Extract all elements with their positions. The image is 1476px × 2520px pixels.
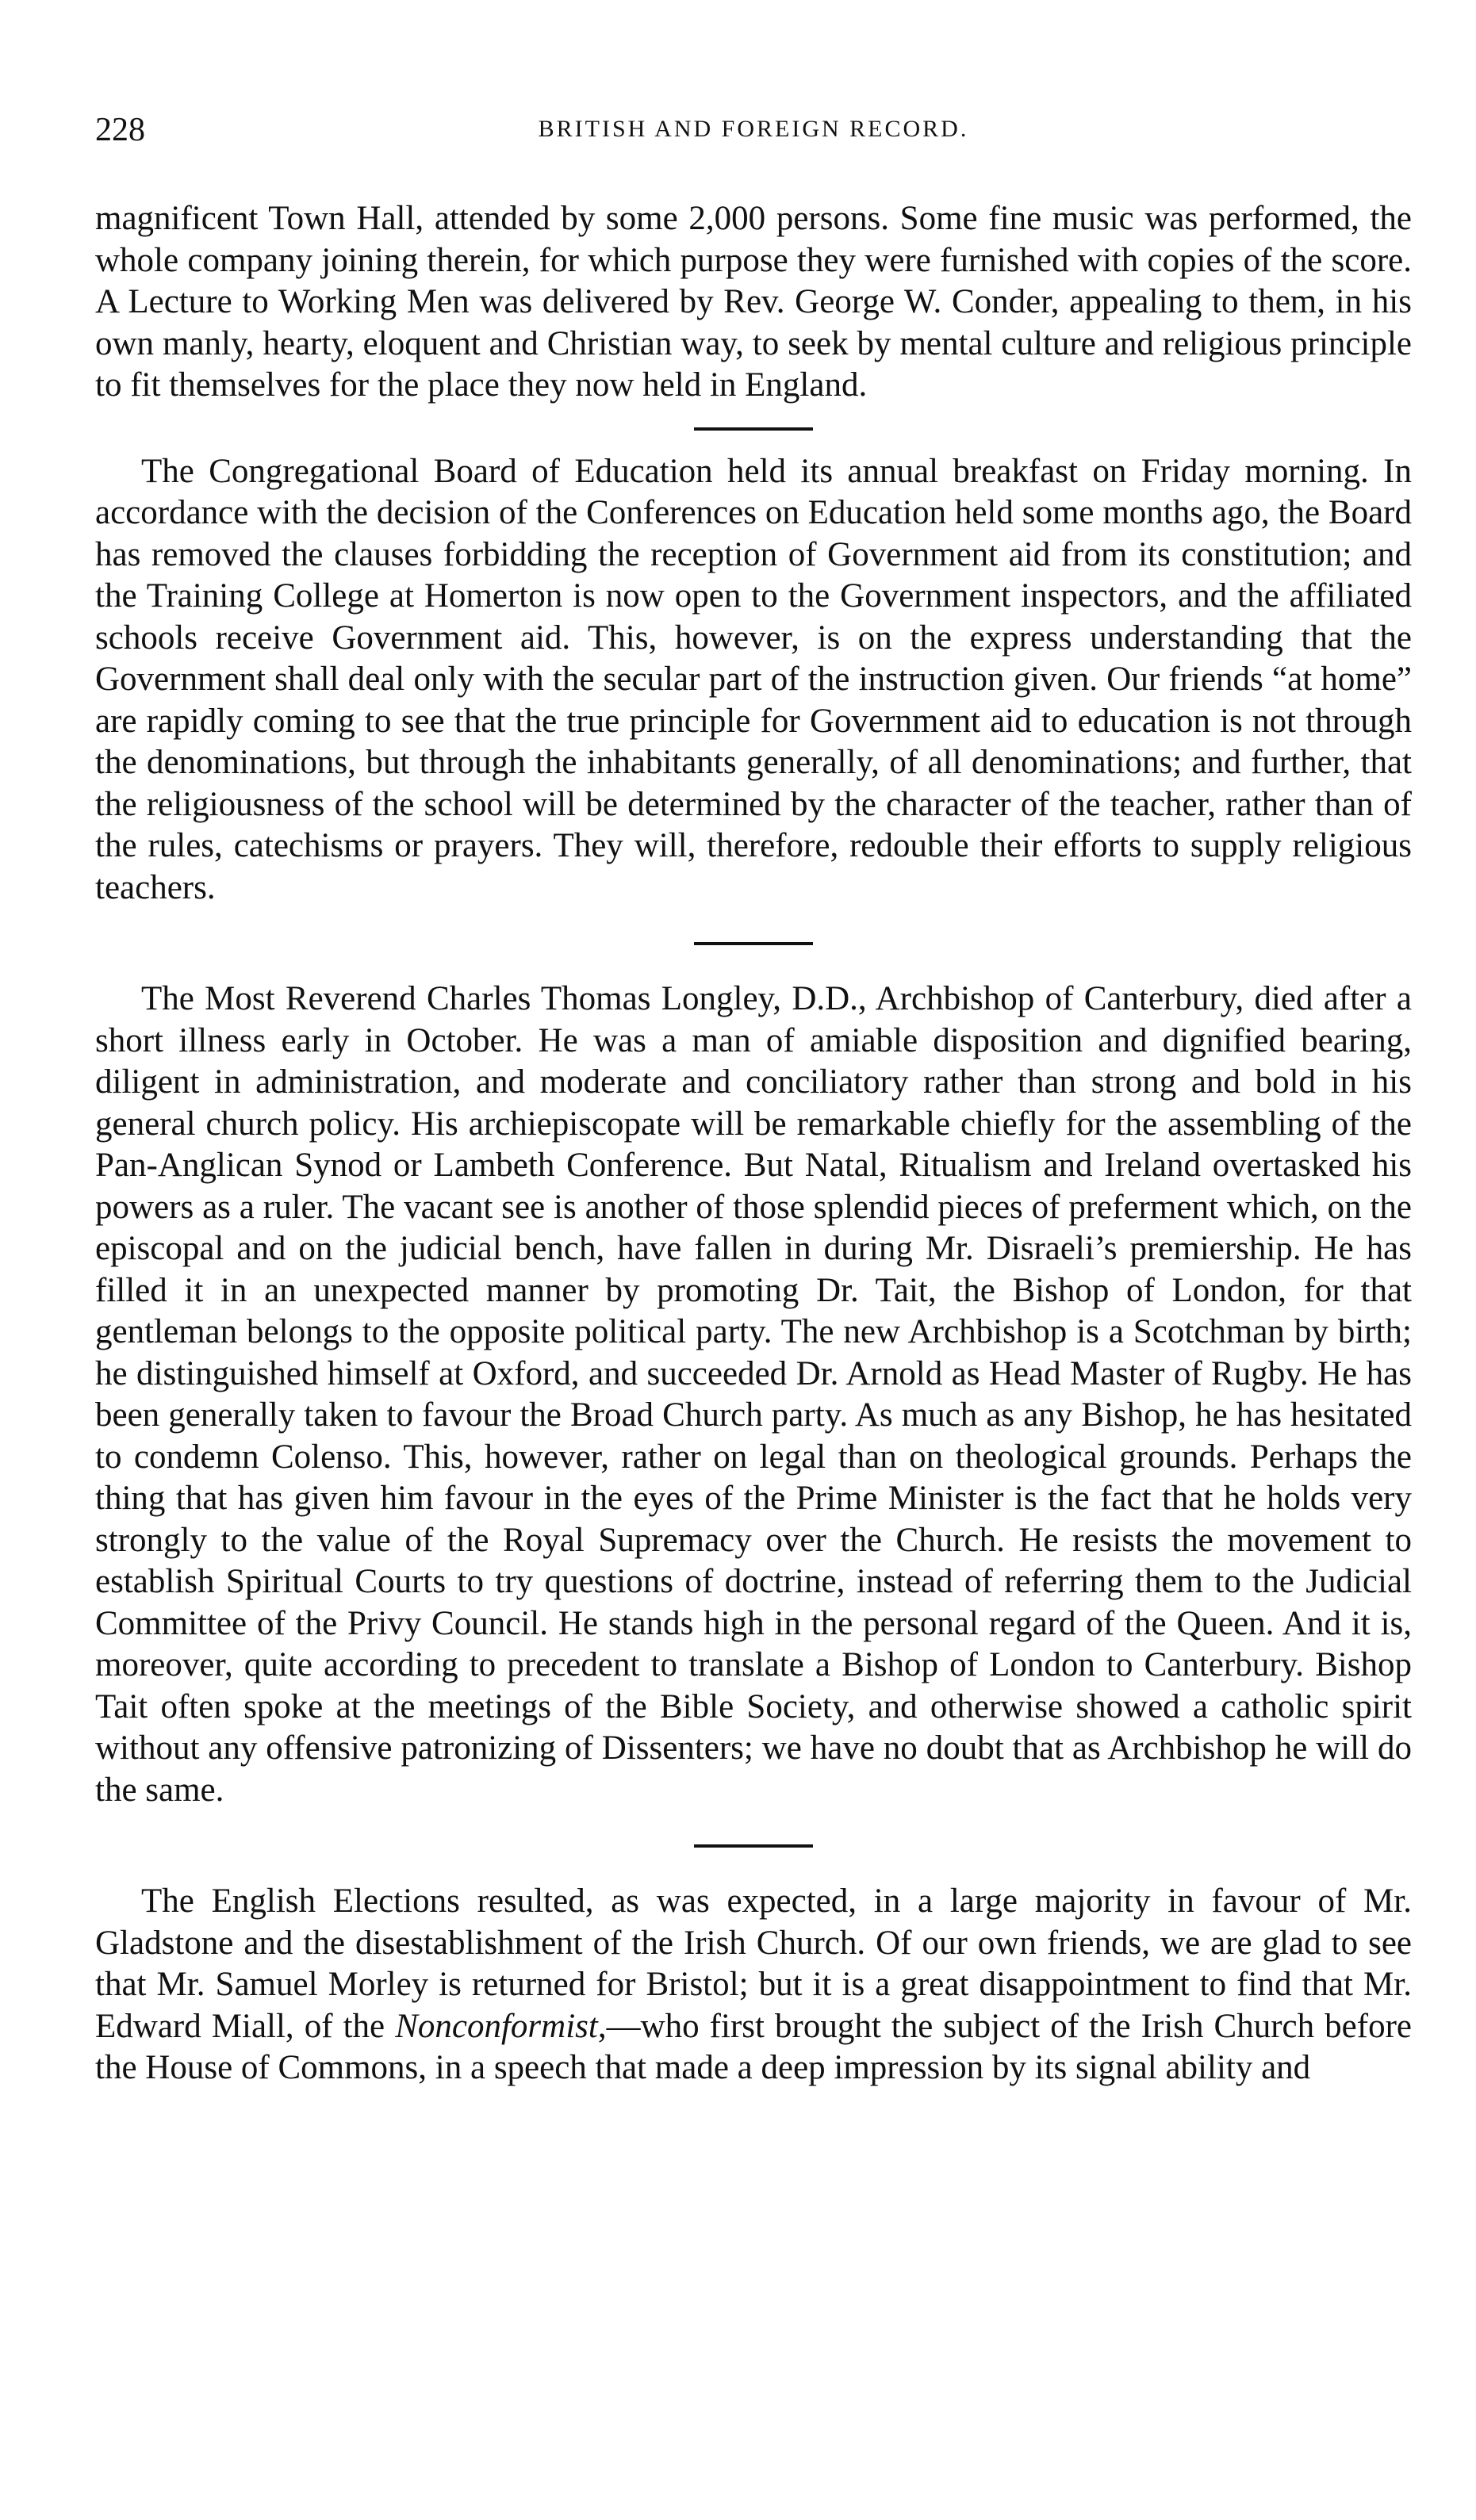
paragraph-archbishop-longley: The Most Reverend Charles Thomas Longley, D.D., Archbishop of Canterbury, died after a short illness early in October. He was a man of amiable disposition and dignified bearing, diligent in administration, and moderate and conciliatory rather than strong and bold in his general church policy. His archiepiscopate will be remarkable chiefly for the assembling of the Pan-Anglican Synod or Lambeth Conference. But Natal, Ritualism and Ireland overtasked his powers as a ruler. The vacant see is another of those splendid pieces of preferment which, on the episcopal and on the judicial bench, have fallen in during Mr. Disraeli’s premiership. He has filled it in an unexpected manner by promoting Dr. Tait, the Bishop of London, for that gentleman belongs to the opposite political party. The new Archbishop is a Scotchman by birth; he distinguished himself at Oxford, and succeeded Dr. Arnold as Head Master of Rugby. He has been generally taken to favour the Broad Church party. As much as any Bishop, he has hesitated to condemn Colenso. This, however, rather on legal than on theological grounds. Perhaps the thing that has given him favour in the eyes of the Prime Minister is the fact that he holds very strongly to the value of the Royal Supremacy over the Church. He resists the movement to establish Spiritual Courts to try questions of doctrine, instead of referring them to the Judicial Committee of the Privy Council. He stands high in the personal regard of the Queen. And it is, moreover, quite according to precedent to translate a Bishop of London to Canterbury. Bishop Tait often spoke at the meetings of the Bible Society, and otherwise showed a catholic spirit without any offensive patronizing of Dissenters; we have no doubt that as Archbishop he will do the same.: [95, 980, 1412, 1809]
section-divider: [694, 427, 813, 431]
paragraph-town-hall: magnificent Town Hall, attended by some 2,000 persons. Some fine music was performed, the whole company joining therein, for which purpose they were furnished with copies of the score. A Lecture to Working Men was delivered by Rev. George W. Conder, appealing to them, in his own manly, hearty, eloquent and Christian way, to seek by mental culture and religious principle to fit themselves for the place they now held in England.: [95, 200, 1412, 404]
running-head: [95, 111, 1412, 167]
paragraph-english-elections: [95, 1881, 1412, 2089]
paragraph-board-of-education: The Congregational Board of Education held its annual breakfast on Friday morning. In accordance with the decision of the Conferences on Education held some months ago, the Board has removed the clauses forbidding the reception of Government aid from its constitution; and the Training College at Homerton is now open to the Government inspectors, and the affiliated schools receive Government aid. This, however, is on the express understanding that the Government shall deal only with the secular part of the instruction given. Our friends “at home” are rapidly coming to see that the true principle for Government aid to education is not through the denominations, but through the inhabitants generally, of all denominations; and further, that the religiousness of the school will be determined by the character of the teacher, rather than of the rules, catechisms or prayers. They will, therefore, redouble their efforts to supply religious teachers.: [95, 452, 1412, 906]
section-divider: [694, 942, 813, 945]
elections-text-start: The English Elections resulted, as was expected, in a large majority in favour of Mr. Gladstone and the disestablishment of the Irish Church. Of our own friends, we are glad to see that Mr. Samuel Morley is returned for Bristol; but it is a great disappointment to find that Mr. Edward Miall, of the: [95, 1882, 1412, 2045]
document-page: [95, 111, 1412, 2089]
nonconformist-title: Nonconformist: [395, 2007, 598, 2045]
running-title: BRITISH AND FOREIGN RECORD.: [538, 116, 969, 142]
elections-text-end: ,—who first brought the subject of the Irish Church before the House of Commons, in a speech that made a deep impression by its signal ability and: [95, 2007, 1412, 2086]
section-divider: [694, 1844, 813, 1848]
page-number: 228: [95, 112, 145, 148]
